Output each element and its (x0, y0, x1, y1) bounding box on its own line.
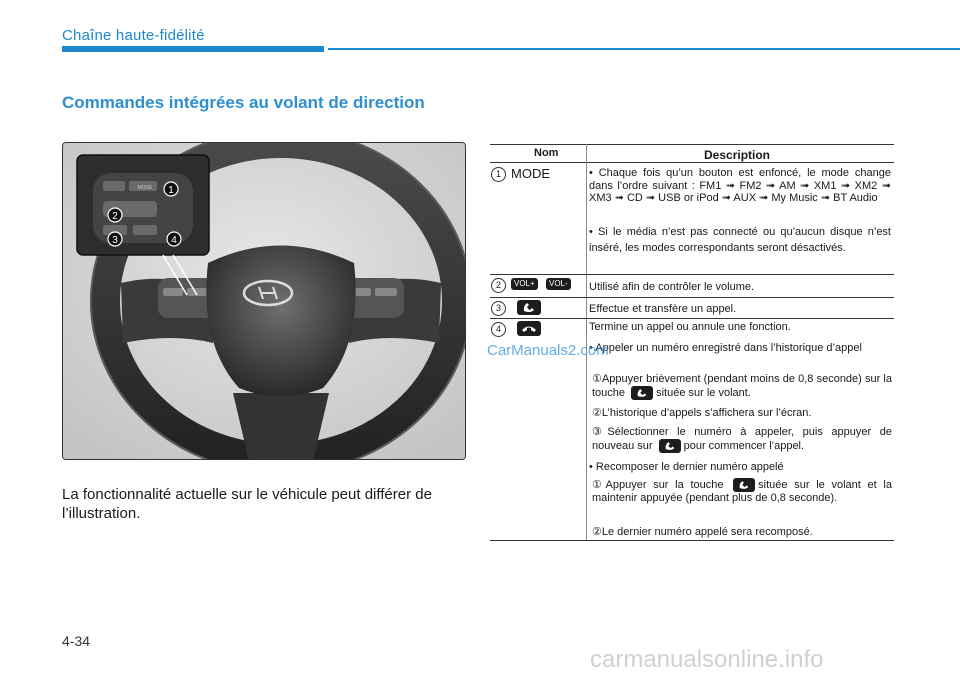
callout-2: 2 (112, 211, 118, 222)
history-step-3: ③Sélectionner le numéro à appeler, puis appuyer de nouveau sur pour commencer l’appel. (592, 426, 892, 452)
watermark-carmanuals2: CarManuals2.com (487, 342, 609, 359)
vol-down-button-icon: VOL- (546, 278, 571, 290)
page-number: 4-34 (62, 633, 91, 649)
section-rule-thick (62, 46, 324, 52)
history-step-1: ①Appuyer brièvement (pendant moins de 0,8 seconde) sur la touche située sur le volant. (592, 373, 892, 399)
mode-description-1: • Chaque fois qu’un bouton est enfoncé, le mode change dans l’ordre suivant : FM1 ➟ FM2 ➟ AM ➟ XM1 ➟ XM2 ➟ XM3 ➟ CD ➟ USB or iPod ➟ AUX ➟ My Music ➟ BT Audio (589, 167, 891, 204)
row-rule-2 (490, 297, 894, 298)
section-title: Chaîne haute-fidélité (62, 27, 205, 44)
history-bullet: • Appeler un numéro enregistré dans l’historique d’appel (589, 342, 862, 354)
row-rule-1 (490, 274, 894, 275)
row-number-1: 1 (491, 167, 506, 182)
wheel-mode-label: MODE (137, 185, 153, 191)
callout-3: 3 (112, 235, 118, 246)
call-icon (733, 478, 755, 492)
column-header-description: Description (704, 148, 771, 162)
callout-1: 1 (168, 185, 174, 196)
row-number-3: 3 (491, 301, 506, 316)
mode-description-2: • Si le média n’est pas connecté ou qu’aucun disque n’est inséré, les modes correspondants seront désactivés. (589, 226, 891, 254)
figure-caption: La fonctionnalité actuelle sur le véhicule peut différer de l’illustration. (62, 486, 432, 522)
callout-4: 4 (171, 235, 177, 246)
watermark-carmanualsonline: carmanualsonline.info (590, 646, 824, 673)
end-call-icon (517, 321, 541, 336)
row-number-4: 4 (491, 322, 506, 337)
row-rule-3 (490, 318, 894, 319)
table-header-rule (490, 162, 894, 163)
vol-up-button-icon: VOL+ (511, 278, 538, 290)
table-top-rule (490, 144, 894, 145)
volume-description: Utilisé afin de contrôler le volume. (589, 281, 755, 293)
call-description: Effectue et transfère un appel. (589, 303, 737, 315)
call-icon (517, 300, 541, 315)
steering-wheel-figure (62, 142, 466, 460)
page-title: Commandes intégrées au volant de direction (62, 93, 425, 112)
redial-step-1: ①Appuyer sur la touche située sur le volant et la maintenir appuyée (pendant plus de 0,8 seconde). (592, 478, 892, 505)
row-number-2: 2 (491, 278, 506, 293)
history-step-2: ②L’historique d’appels s’affichera sur l’écran. (592, 407, 812, 419)
call-icon (659, 439, 681, 453)
column-header-name: Nom (534, 147, 559, 159)
call-icon (631, 386, 653, 400)
table-bottom-rule (490, 540, 894, 541)
end-call-description: Termine un appel ou annule une fonction. (589, 321, 791, 333)
mode-label: MODE (511, 166, 550, 181)
redial-bullet: • Recomposer le dernier numéro appelé (589, 461, 784, 473)
section-rule-thin (328, 48, 960, 50)
steering-wheel-illustration (63, 143, 466, 460)
redial-step-2: ②Le dernier numéro appelé sera recomposé. (592, 526, 813, 538)
